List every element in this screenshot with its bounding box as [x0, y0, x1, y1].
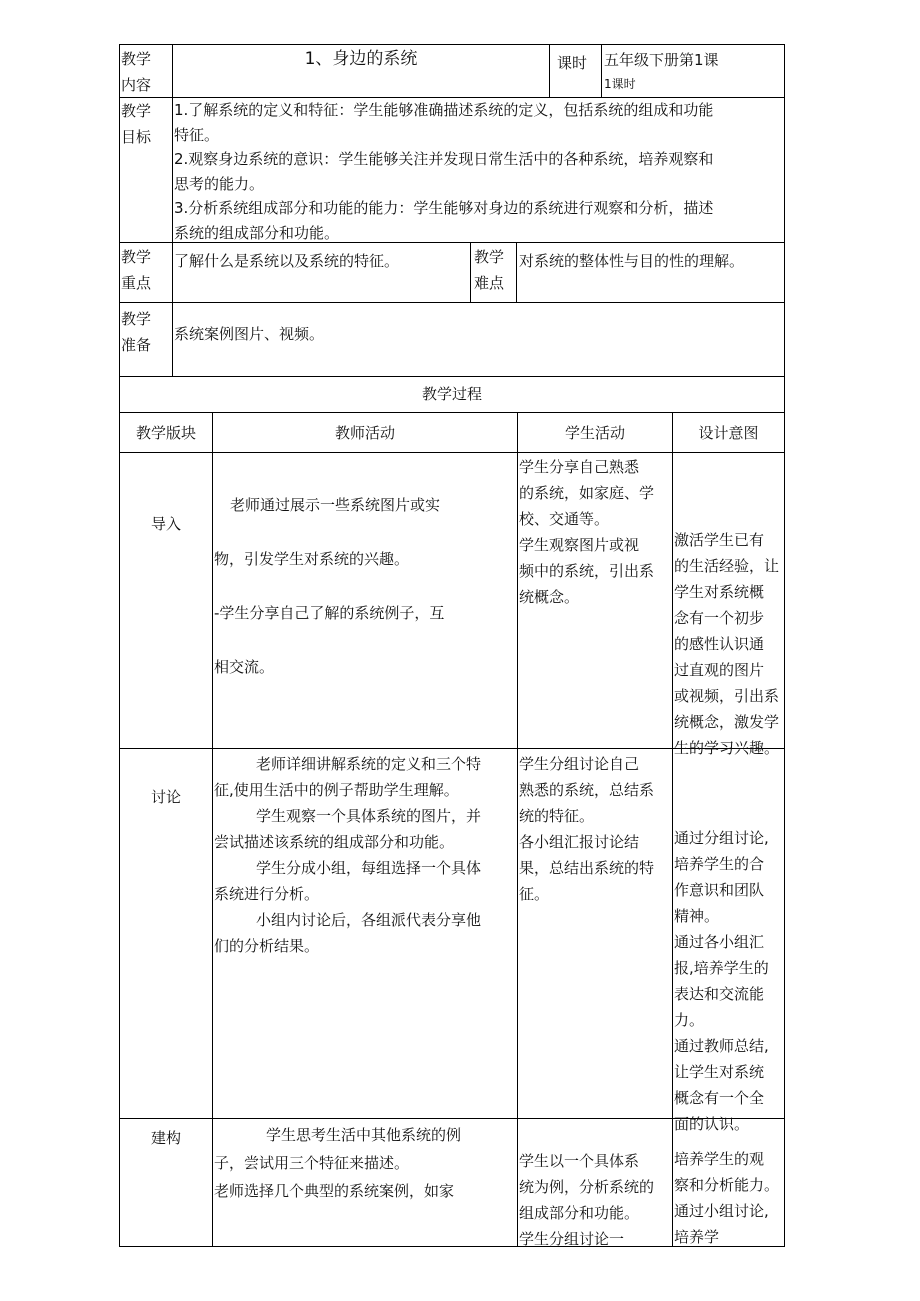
design-intent — [674, 527, 784, 761]
intent-line: 让学生对系统 — [674, 1063, 765, 1081]
section-name: 建构 — [150, 1129, 181, 1147]
activity-line: 学生观察图片或视 — [519, 536, 640, 554]
table-rule — [784, 44, 785, 1247]
intent-line: 学生对系统概 — [674, 583, 765, 601]
intent-line: 察和分析能力。 — [674, 1176, 780, 1194]
student-activity — [519, 751, 671, 907]
table-rule — [470, 242, 471, 303]
intent-line: 生的学习兴趣。 — [674, 739, 780, 757]
activity-line: 校、交通等。 — [519, 510, 610, 528]
teacher-activity — [214, 478, 444, 694]
label-line: 教学 — [121, 50, 152, 68]
difficulty-text: 对系统的整体性与目的性的理解。 — [519, 252, 745, 270]
label-line: 教学 — [121, 310, 152, 328]
objective-line: 2.观察身边系统的意识：学生能够关注并发现日常生活中的各种系统，培养观察和 — [174, 150, 714, 168]
content-label — [121, 46, 151, 98]
activity-line: 子，尝试用三个特征来描述。 — [214, 1154, 410, 1172]
intent-line: 激活学生已有 — [674, 531, 765, 549]
activity-line: 熟悉的系统，总结系 — [519, 781, 655, 799]
intent-line: 念有一个初步 — [674, 609, 765, 627]
intent-line: 通过教师总结, — [674, 1037, 769, 1055]
activity-line: 学生分享自己熟悉 — [519, 458, 640, 476]
objective-line: 特征。 — [174, 125, 220, 144]
objectives-text — [174, 98, 784, 241]
table-rule — [672, 412, 673, 1247]
column-header: 教学版块 — [135, 424, 196, 442]
activity-line: 统的特征。 — [519, 807, 595, 825]
table-rule — [119, 242, 785, 243]
period-label: 课时 — [557, 54, 588, 72]
objective-line: 思考的能力。 — [174, 174, 265, 193]
table-rule — [212, 412, 213, 1247]
intent-line: 过直观的图片 — [674, 661, 765, 679]
label-line: 内容 — [121, 76, 152, 94]
activity-line: 尝试描述该系统的组成部分和功能。 — [214, 833, 455, 851]
design-intent — [674, 825, 784, 1137]
label-line: 教学 — [121, 248, 152, 266]
section-name: 导入 — [150, 515, 181, 533]
activity-line: 相交流。 — [214, 658, 275, 676]
activity-line: 的系统，如家庭、学 — [519, 484, 655, 502]
activity-line: 老师选择几个典型的系统案例，如家 — [214, 1182, 455, 1200]
table-rule — [119, 1246, 785, 1247]
label-line: 目标 — [121, 128, 152, 146]
activity-line: 频中的系统，引出系 — [519, 562, 655, 580]
section-name: 讨论 — [150, 788, 181, 806]
table-rule — [516, 242, 517, 303]
difficulty-label — [474, 244, 504, 296]
label-line: 重点 — [121, 274, 152, 292]
activity-line: 学生以一个具体系 — [519, 1152, 640, 1170]
table-rule — [549, 44, 550, 98]
objectives-label — [121, 98, 151, 150]
period-value-line: 五年级下册第1课 — [604, 51, 719, 69]
table-rule — [517, 412, 518, 1247]
activity-line: 系统进行分析。 — [214, 885, 320, 903]
activity-line: 统为例，分析系统的 — [519, 1178, 655, 1196]
table-rule — [119, 302, 785, 303]
lesson-title: 1、身边的系统 — [304, 49, 418, 69]
intent-line: 的感性认识通 — [674, 635, 765, 653]
activity-line: 征。 — [519, 885, 550, 903]
intent-line: 表达和交流能 — [674, 985, 765, 1003]
activity-line: 老师通过展示一些系统图片或实 — [230, 496, 441, 514]
intent-line: 或视频，引出系 — [674, 687, 780, 705]
table-rule — [119, 44, 785, 45]
student-activity — [519, 454, 671, 610]
activity-line: 学生分组讨论自己 — [519, 755, 640, 773]
intent-line: 统概念，激发学 — [674, 713, 780, 731]
table-rule — [172, 44, 173, 377]
intent-line: 精神。 — [674, 907, 720, 925]
preparation-text: 系统案例图片、视频。 — [174, 325, 325, 343]
activity-line: 统概念。 — [519, 588, 580, 606]
activity-line: -学生分享自己了解的系统例子，互 — [214, 604, 445, 622]
activity-line: 学生思考生活中其他系统的例 — [266, 1126, 462, 1144]
period-value — [604, 48, 782, 97]
table-rule — [119, 44, 120, 1247]
key-points-text: 了解什么是系统以及系统的特征。 — [174, 252, 400, 270]
student-activity — [519, 1148, 671, 1246]
intent-line: 培养学生的合 — [674, 855, 765, 873]
label-line: 教学 — [121, 102, 152, 120]
objective-line: 3.分析系统组成部分和功能的能力：学生能够对身边的系统进行观察和分析，描述 — [174, 199, 714, 217]
column-header: 设计意图 — [698, 424, 759, 442]
design-intent — [674, 1146, 784, 1246]
activity-line: 各小组汇报讨论结 — [519, 833, 640, 851]
objective-line: 系统的组成部分和功能。 — [174, 223, 340, 241]
intent-line: 的生活经验，让 — [674, 557, 780, 575]
teacher-activity — [214, 751, 516, 959]
objective-line: 1.了解系统的定义和特征：学生能够准确描述系统的定义，包括系统的组成和功能 — [174, 101, 714, 119]
label-line: 难点 — [474, 274, 505, 292]
activity-line: 征,使用生活中的例子帮助学生理解。 — [214, 781, 459, 799]
table-rule — [119, 376, 785, 377]
table-rule — [601, 44, 602, 98]
label-line: 教学 — [474, 248, 505, 266]
teacher-activity — [214, 1121, 516, 1205]
activity-line: 学生观察一个具体系统的图片，并 — [256, 807, 482, 825]
label-line: 准备 — [121, 336, 152, 354]
intent-line: 概念有一个全 — [674, 1089, 765, 1107]
intent-line: 培养学生的观 — [674, 1150, 765, 1168]
intent-line: 面的认识。 — [674, 1115, 750, 1133]
intent-line: 通过各小组汇 — [674, 933, 765, 951]
table-rule — [119, 412, 785, 413]
activity-line: 学生分组讨论一 — [519, 1230, 625, 1246]
intent-line: 通过小组讨论, — [674, 1202, 769, 1220]
period-value-line: 1课时 — [604, 77, 636, 91]
activity-line: 物，引发学生对系统的兴趣。 — [214, 550, 410, 568]
activity-line: 果，总结出系统的特 — [519, 859, 655, 877]
column-header: 教师活动 — [334, 424, 395, 442]
intent-line: 培养学 — [674, 1228, 720, 1246]
preparation-label — [121, 306, 151, 358]
table-rule — [119, 452, 785, 453]
activity-line: 们的分析结果。 — [214, 937, 320, 955]
intent-line: 力。 — [674, 1011, 705, 1029]
activity-line: 学生分成小组，每组选择一个具体 — [256, 859, 482, 877]
intent-line: 通过分组讨论, — [674, 829, 769, 847]
column-header: 学生活动 — [564, 424, 625, 442]
intent-line: 报,培养学生的 — [674, 959, 769, 977]
key-points-label — [121, 244, 151, 296]
intent-line: 作意识和团队 — [674, 881, 765, 899]
activity-line: 小组内讨论后，各组派代表分享他 — [256, 911, 482, 929]
activity-line: 老师详细讲解系统的定义和三个特 — [256, 755, 482, 773]
process-title: 教学过程 — [421, 385, 482, 403]
activity-line: 组成部分和功能。 — [519, 1204, 640, 1222]
